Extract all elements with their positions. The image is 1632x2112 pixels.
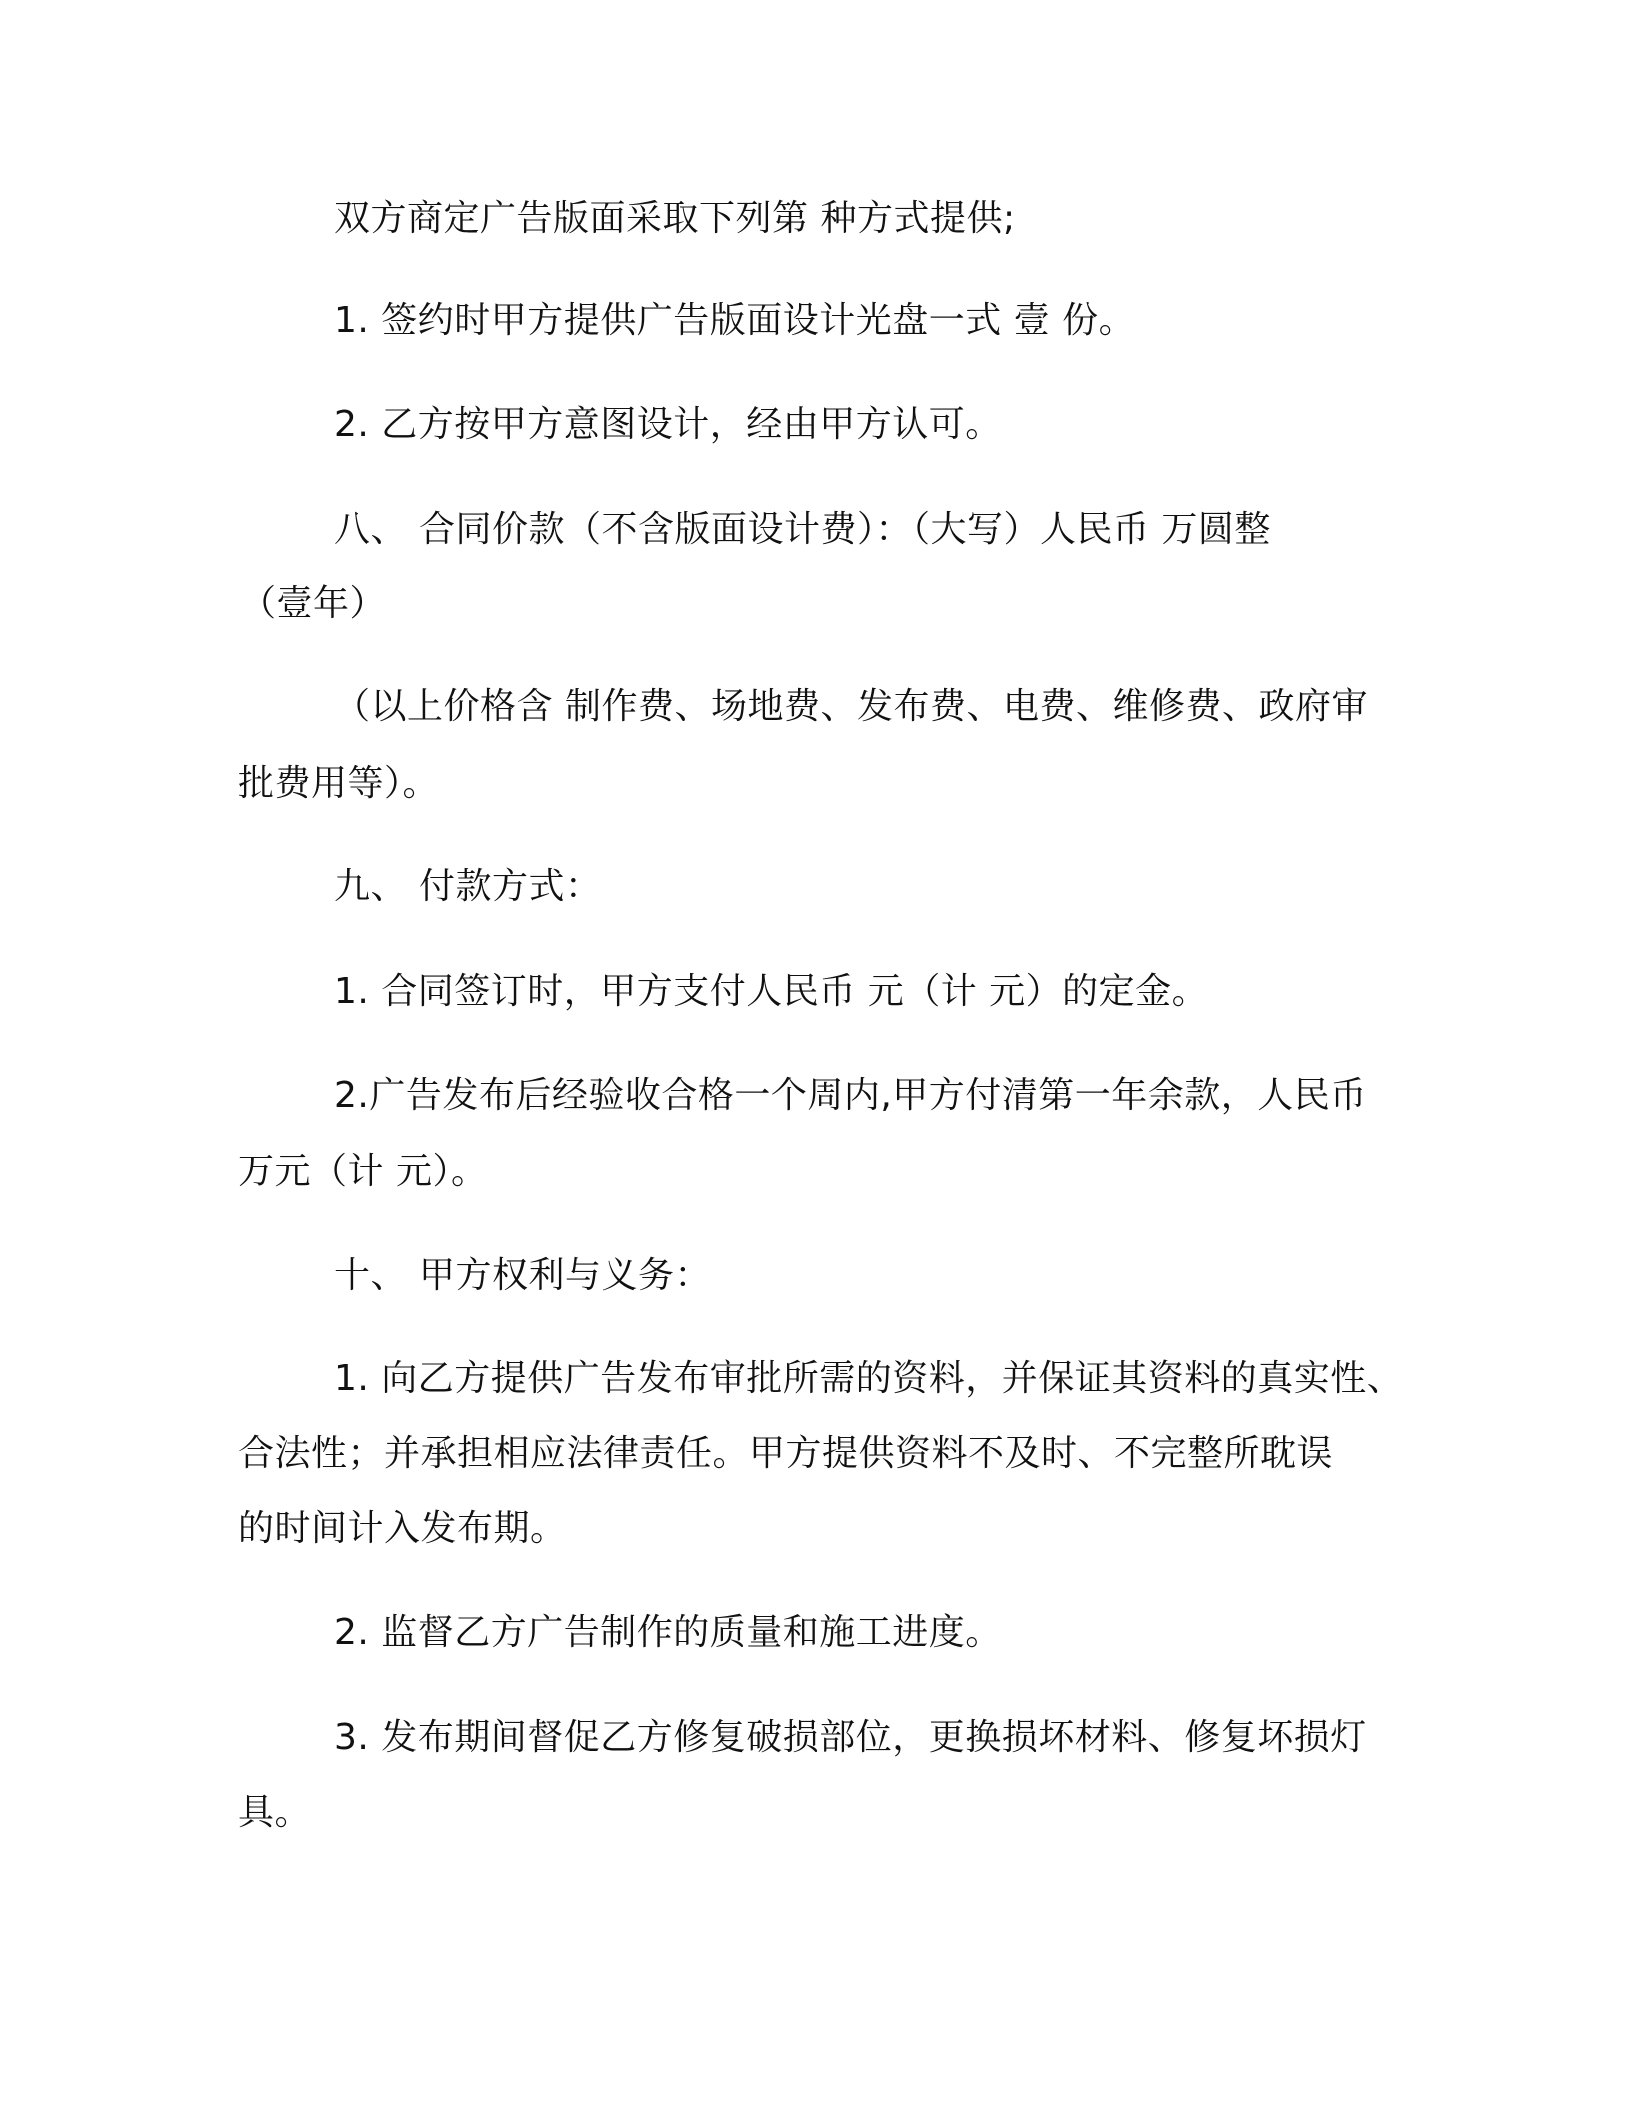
para-price-includes: （以上价格含 制作费、场地费、发布费、电费、维修费、政府审 (334, 686, 1368, 727)
section-8-contract-price-continued: （壹年） (240, 583, 387, 624)
para-ad-layout-method: 双方商定广告版面采取下列第 种方式提供; (334, 198, 1016, 239)
item-1-provide-materials: 1. 向乙方提供广告发布审批所需的资料，并保证其资料的真实性、 (334, 1358, 1404, 1399)
item-1-provide-materials-line-3: 的时间计入发布期。 (238, 1508, 567, 1549)
section-10-party-a-rights: 十、 甲方权利与义务： (334, 1255, 711, 1296)
para-price-includes-continued: 批费用等）。 (238, 763, 440, 804)
section-8-contract-price: 八、 合同价款（不含版面设计费）：（大写）人民币 万圆整 (334, 509, 1271, 550)
item-1-deposit: 1. 合同签订时，甲方支付人民币 元（计 元）的定金。 (334, 971, 1209, 1012)
section-9-payment-method: 九、 付款方式： (334, 866, 602, 907)
item-1-design-disc: 1. 签约时甲方提供广告版面设计光盘一式 壹 份。 (334, 300, 1136, 341)
item-3-repair-during-publication-continued: 具。 (238, 1792, 312, 1833)
item-2-party-b-design: 2. 乙方按甲方意图设计，经由甲方认可。 (334, 404, 1002, 445)
item-2-balance-payment: 2.广告发布后经验收合格一个周内,甲方付清第一年余款，人民币 (334, 1075, 1367, 1116)
item-1-provide-materials-line-2: 合法性；并承担相应法律责任。甲方提供资料不及时、不完整所耽误 (238, 1433, 1334, 1474)
item-2-balance-payment-continued: 万元（计 元）。 (238, 1151, 488, 1192)
item-2-supervise-quality: 2. 监督乙方广告制作的质量和施工进度。 (334, 1612, 1002, 1653)
item-3-repair-during-publication: 3. 发布期间督促乙方修复破损部位，更换损坏材料、修复坏损灯 (334, 1717, 1367, 1758)
